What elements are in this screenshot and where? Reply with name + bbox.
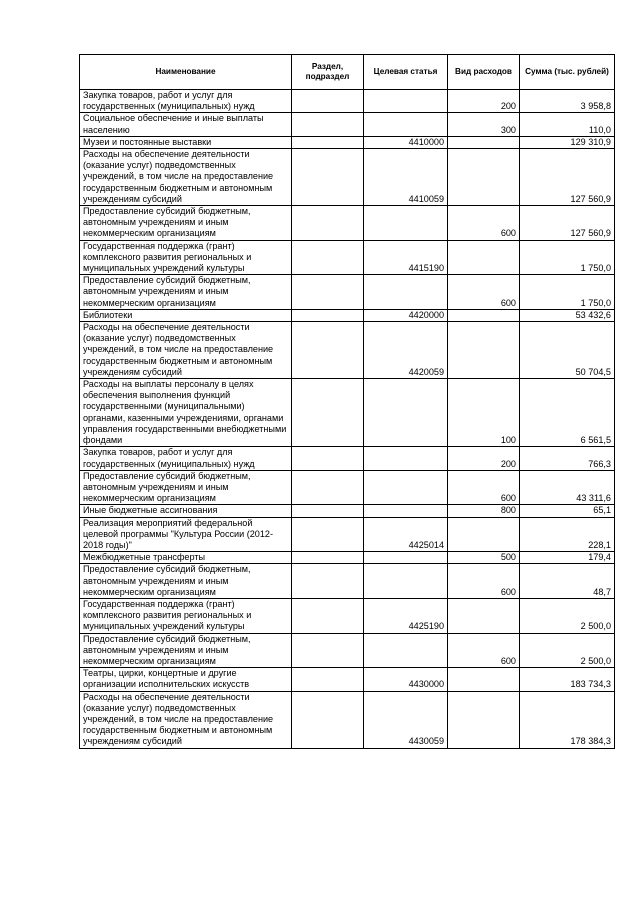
table-row [80, 633, 615, 668]
table-row [80, 691, 615, 748]
row-sum-cell: 127 560,9 [520, 149, 615, 206]
row-type-cell [448, 668, 520, 691]
row-sum-cell: 110,0 [520, 113, 615, 136]
row-article-cell [364, 505, 448, 517]
row-article-cell: 4430059 [364, 691, 448, 748]
table-row [80, 447, 615, 470]
row-article-cell: 4410059 [364, 149, 448, 206]
row-name-cell: Государственная поддержка (грант) комплексного развития региональных и муниципальных учреждений культуры [80, 240, 292, 275]
row-name-cell: Предоставление субсидий бюджетным, автономным учреждениям и иным некоммерческим организациям [80, 564, 292, 599]
table-row [80, 598, 615, 633]
row-sum-cell: 53 432,6 [520, 309, 615, 321]
row-section-cell [292, 470, 364, 505]
row-sum-cell: 65,1 [520, 505, 615, 517]
row-name-cell: Расходы на обеспечение деятельности (оказание услуг) подведомственных учреждений, в том числе на предоставление государственным бюджетным и автономным учреждениям субсидий [80, 691, 292, 748]
row-article-cell [364, 470, 448, 505]
row-sum-cell: 50 704,5 [520, 322, 615, 379]
row-name-cell: Музеи и постоянные выставки [80, 136, 292, 148]
row-type-cell [448, 517, 520, 552]
row-article-cell [364, 447, 448, 470]
table-row [80, 379, 615, 447]
row-type-cell: 600 [448, 633, 520, 668]
row-article-cell: 4410000 [364, 136, 448, 148]
table-body [80, 90, 615, 749]
row-article-cell: 4415190 [364, 240, 448, 275]
row-name-cell: Закупка товаров, работ и услуг для государственных (муниципальных) нужд [80, 447, 292, 470]
row-type-cell [448, 598, 520, 633]
table-row [80, 552, 615, 564]
table-row [80, 149, 615, 206]
row-name-cell: Театры, цирки, концертные и другие организации исполнительских искусств [80, 668, 292, 691]
row-type-cell [448, 149, 520, 206]
row-section-cell [292, 517, 364, 552]
row-type-cell [448, 309, 520, 321]
table-row [80, 275, 615, 310]
row-name-cell: Расходы на обеспечение деятельности (оказание услуг) подведомственных учреждений, в том числе на предоставление государственным бюджетным и автономным учреждениям субсидий [80, 149, 292, 206]
row-sum-cell: 2 500,0 [520, 598, 615, 633]
row-name-cell: Предоставление субсидий бюджетным, автономным учреждениям и иным некоммерческим организациям [80, 275, 292, 310]
row-section-cell [292, 136, 364, 148]
header-sum: Сумма (тыс. рублей) [520, 55, 615, 90]
row-section-cell [292, 149, 364, 206]
row-sum-cell: 1 750,0 [520, 275, 615, 310]
row-name-cell: Расходы на обеспечение деятельности (оказание услуг) подведомственных учреждений, в том числе на предоставление государственным бюджетным и автономным учреждениям субсидий [80, 322, 292, 379]
row-name-cell: Библиотеки [80, 309, 292, 321]
row-section-cell [292, 275, 364, 310]
row-article-cell: 4420059 [364, 322, 448, 379]
row-type-cell [448, 322, 520, 379]
row-sum-cell: 3 958,8 [520, 90, 615, 113]
row-sum-cell: 129 310,9 [520, 136, 615, 148]
table-row [80, 505, 615, 517]
row-name-cell: Межбюджетные трансферты [80, 552, 292, 564]
row-type-cell: 500 [448, 552, 520, 564]
row-sum-cell: 2 500,0 [520, 633, 615, 668]
row-section-cell [292, 552, 364, 564]
row-type-cell: 600 [448, 470, 520, 505]
row-section-cell [292, 240, 364, 275]
row-sum-cell: 178 384,3 [520, 691, 615, 748]
table-row [80, 206, 615, 241]
row-section-cell [292, 90, 364, 113]
table-row [80, 322, 615, 379]
table-row [80, 517, 615, 552]
row-section-cell [292, 564, 364, 599]
row-sum-cell: 1 750,0 [520, 240, 615, 275]
table-row [80, 90, 615, 113]
row-sum-cell: 48,7 [520, 564, 615, 599]
header-article: Целевая статья [364, 55, 448, 90]
row-section-cell [292, 113, 364, 136]
row-article-cell: 4430000 [364, 668, 448, 691]
row-section-cell [292, 598, 364, 633]
row-section-cell [292, 633, 364, 668]
row-name-cell: Государственная поддержка (грант) комплексного развития региональных и муниципальных учреждений культуры [80, 598, 292, 633]
row-section-cell [292, 691, 364, 748]
table-row [80, 668, 615, 691]
row-type-cell: 800 [448, 505, 520, 517]
row-article-cell: 4425014 [364, 517, 448, 552]
row-section-cell [292, 309, 364, 321]
row-sum-cell: 183 734,3 [520, 668, 615, 691]
row-article-cell [364, 552, 448, 564]
row-type-cell: 200 [448, 90, 520, 113]
row-type-cell [448, 136, 520, 148]
row-article-cell [364, 564, 448, 599]
budget-table [79, 54, 615, 749]
row-name-cell: Реализация мероприятий федеральной целевой программы "Культура России (2012-2018 годы)" [80, 517, 292, 552]
row-type-cell: 100 [448, 379, 520, 447]
row-name-cell: Предоставление субсидий бюджетным, автономным учреждениям и иным некоммерческим организациям [80, 206, 292, 241]
row-type-cell: 200 [448, 447, 520, 470]
row-section-cell [292, 447, 364, 470]
row-article-cell [364, 90, 448, 113]
row-name-cell: Иные бюджетные ассигнования [80, 505, 292, 517]
row-name-cell: Предоставление субсидий бюджетным, автономным учреждениям и иным некоммерческим организациям [80, 470, 292, 505]
table-row [80, 564, 615, 599]
row-sum-cell: 127 560,9 [520, 206, 615, 241]
header-section: Раздел, подраздел [292, 55, 364, 90]
row-section-cell [292, 668, 364, 691]
table-row [80, 309, 615, 321]
header-name: Наименование [80, 55, 292, 90]
row-name-cell: Расходы на выплаты персоналу в целях обеспечения выполнения функций государственными (муниципальными) органами, казенными учреждениями, органами управления государственными внебюджетными фондами [80, 379, 292, 447]
table-header-row [80, 55, 615, 90]
row-article-cell [364, 275, 448, 310]
row-sum-cell: 43 311,6 [520, 470, 615, 505]
row-type-cell: 300 [448, 113, 520, 136]
row-article-cell [364, 206, 448, 241]
row-section-cell [292, 322, 364, 379]
table-row [80, 136, 615, 148]
row-sum-cell: 179,4 [520, 552, 615, 564]
row-name-cell: Социальное обеспечение и иные выплаты населению [80, 113, 292, 136]
row-article-cell: 4425190 [364, 598, 448, 633]
row-section-cell [292, 206, 364, 241]
row-section-cell [292, 379, 364, 447]
row-section-cell [292, 505, 364, 517]
row-type-cell: 600 [448, 275, 520, 310]
table-row [80, 113, 615, 136]
table-row [80, 240, 615, 275]
row-article-cell [364, 379, 448, 447]
row-name-cell: Закупка товаров, работ и услуг для государственных (муниципальных) нужд [80, 90, 292, 113]
row-name-cell: Предоставление субсидий бюджетным, автономным учреждениям и иным некоммерческим организациям [80, 633, 292, 668]
row-sum-cell: 766,3 [520, 447, 615, 470]
row-type-cell: 600 [448, 206, 520, 241]
row-sum-cell: 228,1 [520, 517, 615, 552]
table-row [80, 470, 615, 505]
row-article-cell [364, 113, 448, 136]
row-article-cell [364, 633, 448, 668]
row-article-cell: 4420000 [364, 309, 448, 321]
row-sum-cell: 6 561,5 [520, 379, 615, 447]
header-type: Вид расходов [448, 55, 520, 90]
row-type-cell [448, 240, 520, 275]
row-type-cell: 600 [448, 564, 520, 599]
row-type-cell [448, 691, 520, 748]
